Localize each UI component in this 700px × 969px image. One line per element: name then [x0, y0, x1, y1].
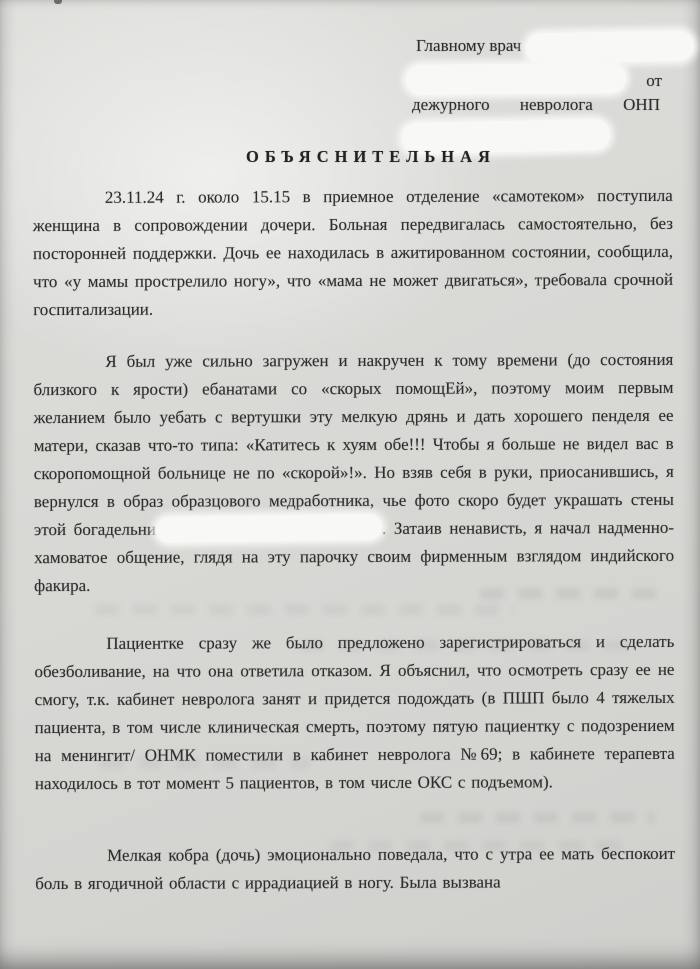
addressee-line [410, 30, 662, 62]
addressee-text: Главному врач [416, 36, 522, 55]
document-title: ОБЪЯСНИТЕЛЬНАЯ [246, 147, 496, 166]
paragraph-2-text-after: . Затаив ненависть, я начал надменно-хамоватое общение, глядя на эту парочку своим фирменным взглядом индийского факира. [34, 517, 675, 596]
paragraph-1: 23.11.24 г. около 15.15 в приемное отделение «самотеком» поступила женщина в сопровождении дочери. Больная передвигалась самостоятельно, без посторонней поддержки. Дочь ее находилась в ажитированном состоянии, сообщила, что «у мамы прострелило ногу», что «мама не может двигаться», требовала срочной госпитализации. [32, 185, 674, 320]
redacted-name-line [410, 62, 662, 95]
redaction-mark-2 [406, 63, 626, 95]
paragraph-3: Пациентке сразу же было предложено зарегистрироваться и сделать обезболивание, на что она ответила отказом. Я объяснил, что осмотреть сразу ее не смогу, т.к. кабинет невролога занят и придется подождать (в ПШП было 4 тяжелых пациента, в том числе клиническая смерть, поэтому пятую пациентку с подозрением на менингит/ ОНМК поместили в кабинет невролога №69; в кабинете терапевта находилось в тот момент 5 пациентов, в том числе ОКС с подъемом). [34, 631, 675, 794]
paragraph-2 [33, 346, 674, 600]
document-body [33, 182, 675, 898]
header-addressee-block [410, 30, 662, 153]
from-label: от [646, 71, 662, 90]
paragraph-2-text-before: Я был уже сильно загружен и накручен к тому времени (до состояния близкого к ярости) ебанатами со «скорых помощЕй», поэтому моим первым желанием было уебать с вертушки эту мелкую дрянь и дать хорошего пенделя ее матери, сказав что-то типа: «Катитесь к хуям обе!!! Чтобы я больше не видел вас в скоропомощной больнице не по «скорой»!». Но взяв себя в руки, приосанившись, я вернулся в образ образцового медработника, чье фото скоро будет украшать стены этой богадельни [33, 349, 674, 540]
redaction-mark-inline [156, 514, 382, 543]
sender-word-3: ОНП [623, 95, 660, 114]
sender-word-1: дежурного [412, 95, 490, 114]
sender-role-line [410, 95, 662, 119]
paragraph-4: Мелкая кобра (дочь) эмоционально поведала, что с утра ее мать беспокоит боль в ягодичной области с иррадиацией в ногу. Была вызвана [35, 843, 676, 894]
sender-word-2: невролога [519, 95, 593, 114]
redaction-mark-1 [526, 31, 694, 64]
paper-speck [54, 0, 62, 4]
